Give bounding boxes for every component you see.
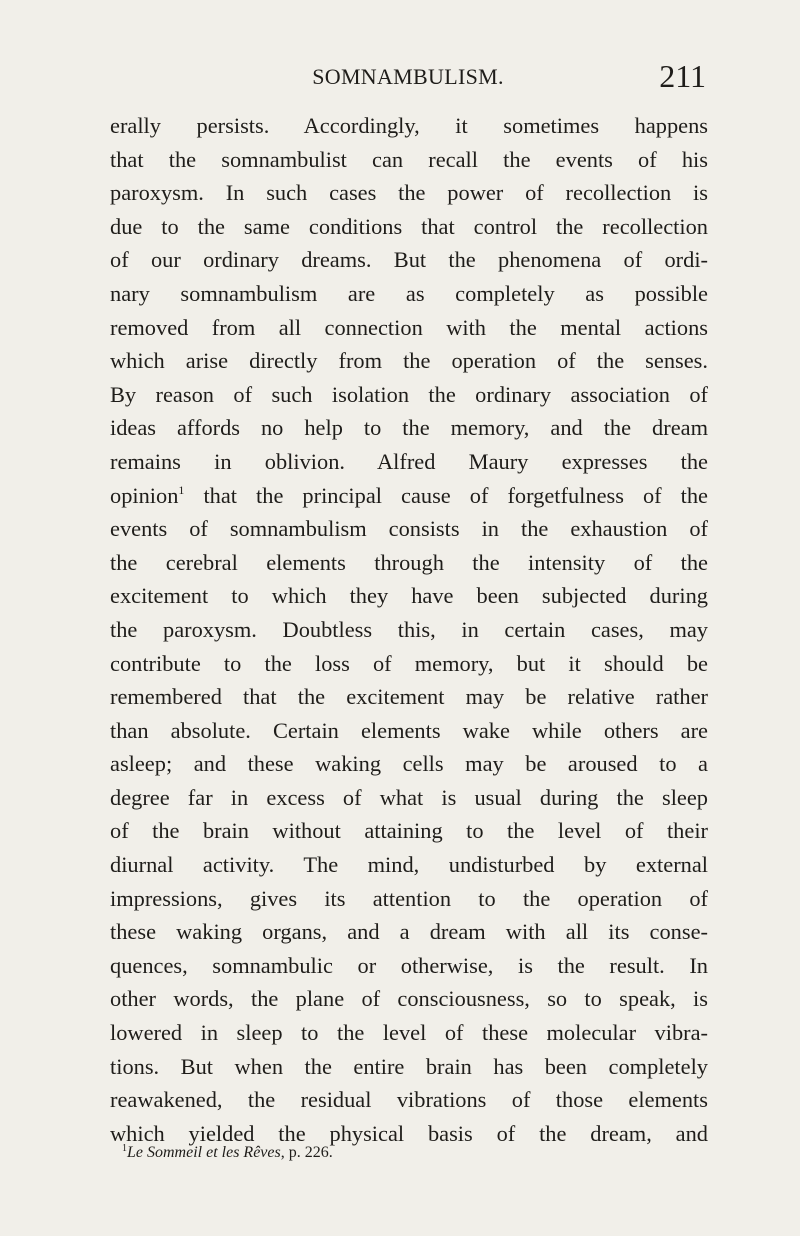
text-line: diurnal activity. The mind, undisturbed by external [110, 852, 708, 878]
footnote-marker: 1 [122, 1143, 127, 1154]
text-line: tions. But when the entire brain has been completely [110, 1053, 708, 1079]
text-line: removed from all connection with the mental actions [110, 314, 708, 340]
text-line: the cerebral elements through the intensity of the [110, 549, 708, 575]
text-line: events of somnambulism consists in the exhaustion of [110, 516, 708, 542]
text-line: due to the same conditions that control the recollection [110, 213, 708, 239]
text-line: contribute to the loss of memory, but it should be [110, 650, 708, 676]
text-line: degree far in excess of what is usual during the sleep [110, 784, 708, 810]
text-fragment: that the principal cause of forgetfulness of the [184, 482, 708, 508]
text-line: of the brain without attaining to the level of their [110, 818, 708, 844]
text-line: reawakened, the residual vibrations of those elements [110, 1087, 708, 1113]
text-line: lowered in sleep to the level of these molecular vibra- [110, 1020, 708, 1046]
footnote-reference: 1 [178, 482, 185, 497]
text-line: By reason of such isolation the ordinary association of [110, 381, 708, 407]
footnote-title: Le Sommeil et les Rêves [127, 1144, 281, 1161]
text-line: ideas affords no help to the memory, and the dream [110, 415, 708, 441]
footnote-citation: , p. 226. [280, 1144, 333, 1161]
running-head [110, 60, 706, 96]
text-line: erally persists. Accordingly, it sometimes happens [110, 113, 708, 138]
text-line: asleep; and these waking cells may be aroused to a [110, 751, 708, 777]
text-line: than absolute. Certain elements wake while others are [110, 717, 708, 743]
text-line: which arise directly from the operation of the senses. [110, 348, 708, 374]
text-line: of our ordinary dreams. But the phenomena of ordi- [110, 247, 708, 273]
text-line: paroxysm. In such cases the power of recollection is [110, 180, 708, 206]
page-number: 211 [659, 58, 706, 94]
text-line: excitement to which they have been subjected during [110, 583, 708, 609]
body-text [110, 109, 708, 1150]
footnote [122, 1143, 682, 1163]
text-line: remains in oblivion. Alfred Maury expresses the [110, 448, 708, 474]
text-line: that the somnambulist can recall the events of his [110, 146, 708, 172]
text-line: nary somnambulism are as completely as possible [110, 280, 708, 306]
text-line: remembered that the excitement may be relative rather [110, 684, 708, 710]
running-title: SOMNAMBULISM. [312, 64, 504, 89]
text-line-with-footnote [110, 479, 708, 513]
text-line: quences, somnambulic or otherwise, is the result. In [110, 952, 708, 978]
text-fragment: opinion [110, 482, 179, 508]
text-line: impressions, gives its attention to the operation of [110, 885, 708, 911]
text-line: other words, the plane of consciousness, so to speak, is [110, 986, 708, 1012]
text-line: which yielded the physical basis of the dream, and [110, 1120, 708, 1146]
text-line: these waking organs, and a dream with all its conse- [110, 919, 708, 945]
text-line: the paroxysm. Doubtless this, in certain cases, may [110, 616, 708, 642]
